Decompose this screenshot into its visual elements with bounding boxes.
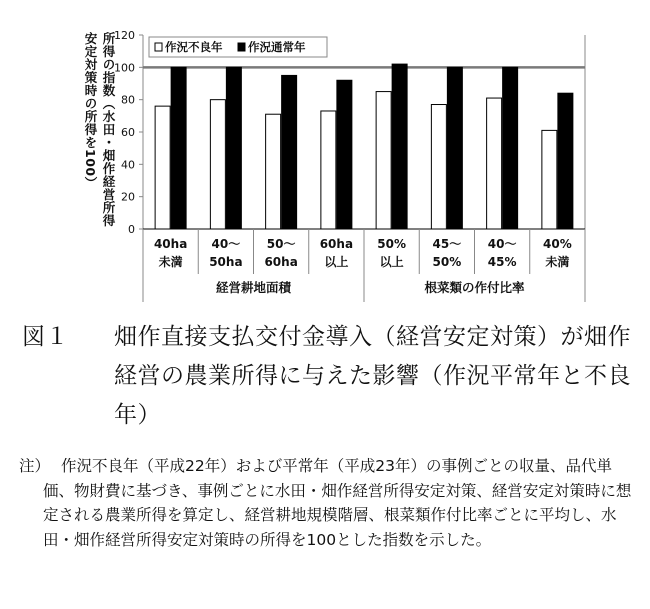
figure-title: 畑作直接支払交付金導入（経営安定対策）が畑作経営の農業所得に与えた影響（作況平常年と不良年） (114, 324, 631, 428)
category-label-line-1: 40〜 (211, 237, 241, 251)
bar-normal-year (447, 67, 462, 229)
y-tick-label: 80 (121, 93, 135, 107)
bar-poor-year (266, 114, 281, 229)
y-tick-label: 40 (121, 158, 135, 172)
category-label-line-1: 50% (377, 237, 406, 251)
bar-poor-year (431, 105, 446, 229)
bar-poor-year (542, 130, 557, 229)
bar-poor-year (210, 100, 225, 229)
legend-swatch-poor-year (155, 43, 162, 51)
bar-poor-year (376, 92, 391, 229)
legend-swatch-normal-year (238, 43, 245, 51)
bar-poor-year (321, 111, 336, 229)
bar-normal-year (226, 67, 241, 229)
bar-poor-year (155, 106, 170, 229)
category-label-line-1: 50〜 (266, 237, 296, 251)
category-label-line-2: 45% (487, 255, 517, 269)
legend-label-poor-year: 作況不良年 (165, 40, 223, 54)
category-label-line-1: 45〜 (432, 237, 462, 251)
category-label-line-2: 60ha (264, 255, 298, 269)
bar-normal-year (282, 75, 297, 229)
footnote-label: 注） (19, 457, 51, 475)
bar-poor-year (487, 98, 502, 229)
y-tick-label: 20 (121, 190, 135, 204)
footnote-text: 作況不良年（平成22年）および平常年（平成23年）の事例ごとの収量、品代単価、物財費に基づき、事例ごとに水田・畑作経営所得安定対策、経営安定対策時に想定される農業所得を算定し、経営耕地規模階層、根菜類作付比率ごとに平均し、水田・畑作経営所得安定対策時の所得を100とした指数を示した。 (43, 457, 632, 549)
bar-normal-year (392, 64, 407, 229)
y-tick-label: 120 (114, 29, 135, 42)
bar-normal-year (503, 67, 518, 229)
y-axis-title (76, 32, 116, 242)
group-label: 根菜類の作付比率 (424, 280, 525, 295)
category-label-line-1: 40ha (153, 237, 188, 251)
category-label-line-2: 50% (432, 255, 462, 269)
category-label-line-1: 40% (543, 237, 572, 251)
category-label-line-2: 未満 (545, 255, 570, 269)
category-label-line-1: 60ha (319, 237, 354, 251)
group-label: 経営耕地面積 (215, 280, 292, 295)
legend-label-normal-year: 作況通常年 (248, 40, 306, 54)
y-tick-label: 0 (128, 223, 135, 236)
category-label-line-2: 50ha (209, 255, 243, 269)
category-label-line-2: 以上 (324, 255, 349, 269)
y-axis-title-line-1: 所得の指数（水田・畑作経営所得 (101, 32, 116, 227)
bar-normal-year (337, 80, 352, 229)
category-label-line-2: 未満 (158, 255, 183, 269)
category-label-line-2: 以上 (379, 255, 404, 269)
y-tick-label: 100 (114, 61, 135, 75)
y-axis-title-line-2: 安定対策時の所得を100） (83, 32, 98, 190)
bar-normal-year (171, 67, 186, 229)
bar-normal-year (558, 93, 573, 229)
y-tick-label: 60 (121, 126, 135, 139)
category-label-line-1: 40〜 (487, 237, 517, 251)
figure-number: 図１ (22, 324, 69, 350)
